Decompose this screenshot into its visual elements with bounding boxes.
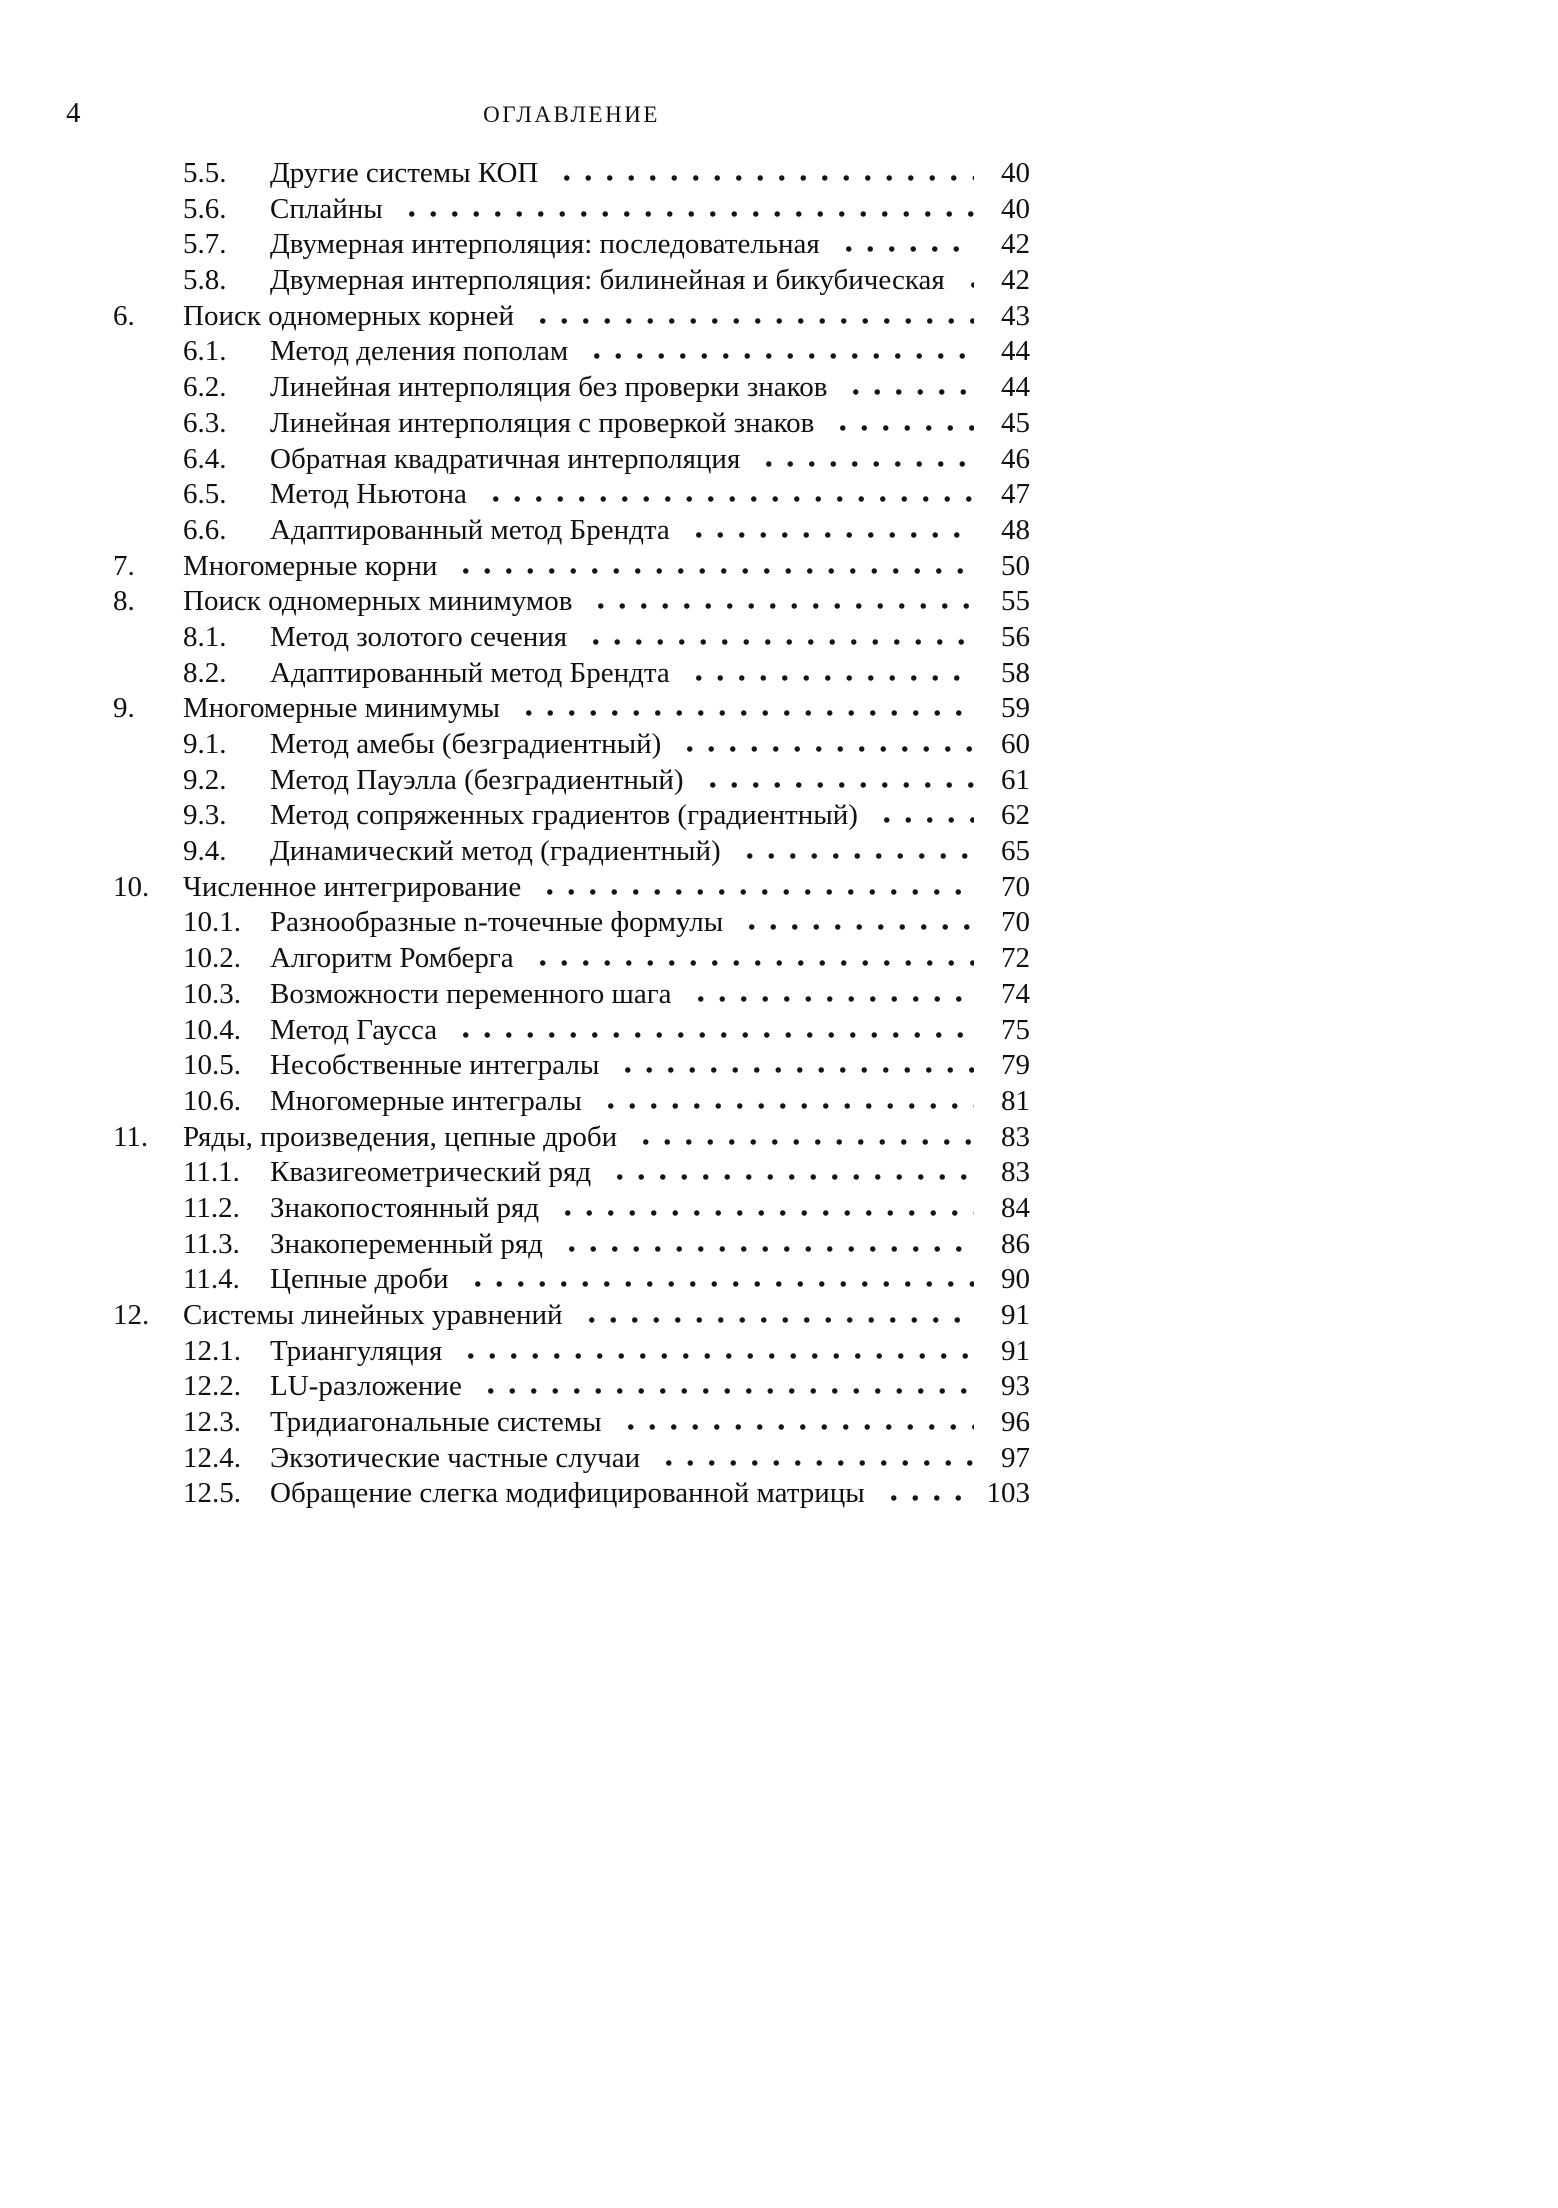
toc-entry-page: 44 (1001, 335, 1030, 368)
toc-list (113, 156, 1030, 1512)
toc-entry-page: 84 (1001, 1191, 1030, 1224)
toc-entry-page: 42 (1001, 228, 1030, 261)
toc-entry-title: Триангуляция (270, 1334, 443, 1367)
toc-entry (113, 1298, 1030, 1334)
toc-entry (113, 1334, 1030, 1370)
toc-entry-page: 48 (1001, 513, 1030, 546)
toc-entry (113, 442, 1030, 478)
toc-entry-number: 9. (113, 692, 135, 725)
dot-leader (579, 638, 974, 646)
toc-entry (113, 263, 1030, 299)
toc-entry-title: Алгоритм Ромберга (270, 942, 514, 975)
toc-entry (113, 620, 1030, 656)
toc-entry-page: 70 (1001, 906, 1030, 939)
dot-leader (733, 852, 974, 860)
toc-entry-number: 10.5. (183, 1049, 241, 1082)
toc-entry (113, 1476, 1030, 1512)
dot-leader (629, 1138, 974, 1146)
toc-entry-title: Другие системы КОП (270, 157, 539, 189)
toc-entry-number: 6. (113, 299, 135, 332)
toc-entry (113, 513, 1030, 549)
dot-leader (877, 1494, 974, 1502)
toc-entry-number: 10.2. (183, 942, 241, 975)
toc-entry-page: 40 (1001, 157, 1030, 189)
toc-entry-title: Поиск одномерных минимумов (183, 585, 573, 618)
dot-leader (652, 1459, 974, 1467)
toc-entry-page: 72 (1001, 942, 1030, 975)
toc-entry-title: Метод Пауэлла (безградиентный) (270, 763, 684, 796)
toc-entry-title: Квазигеометрический ряд (270, 1156, 592, 1189)
toc-entry-number: 12. (113, 1299, 150, 1331)
toc-entry-number: 6.6. (183, 513, 227, 546)
toc-entry-title: Адаптированный метод Брендта (270, 656, 670, 689)
toc-entry (113, 691, 1030, 727)
toc-entry (113, 941, 1030, 977)
toc-entry-page: 43 (1001, 299, 1030, 332)
page-number: 4 (66, 97, 81, 129)
toc-entry-title: Многомерные минимумы (183, 692, 500, 725)
toc-entry-number: 8.2. (183, 656, 227, 689)
dot-leader (614, 1423, 974, 1431)
toc-entry (113, 477, 1030, 513)
toc-entry-title: Адаптированный метод Брендта (270, 513, 670, 546)
toc-entry-number: 9.4. (183, 835, 227, 868)
toc-entry-title: Цепные дроби (270, 1263, 449, 1296)
toc-entry (113, 905, 1030, 941)
toc-entry-page: 40 (1001, 192, 1030, 225)
toc-entry-page: 61 (1001, 763, 1030, 796)
toc-entry (113, 227, 1030, 263)
toc-entry-title: Двумерная интерполяция: билинейная и бикубическая (270, 264, 945, 297)
running-head: ОГЛАВЛЕНИЕ (483, 102, 660, 127)
toc-entry (113, 370, 1030, 406)
toc-entry-page: 79 (1001, 1049, 1030, 1082)
toc-entry-title: Знакопеременный ряд (270, 1227, 543, 1260)
dot-leader (594, 1102, 974, 1110)
dot-leader (575, 1316, 974, 1324)
dot-leader (611, 1066, 974, 1074)
toc-entry-title: Двумерная интерполяция: последовательная (270, 228, 820, 261)
toc-entry-title: Метод сопряженных градиентов (градиентный) (270, 799, 858, 832)
dot-leader (870, 816, 974, 824)
toc-entry-number: 6.2. (183, 371, 227, 404)
toc-entry-page: 75 (1001, 1013, 1030, 1046)
toc-entry-title: Ряды, произведения, цепные дроби (183, 1120, 618, 1153)
toc-entry-page: 60 (1001, 728, 1030, 760)
toc-entry (113, 798, 1030, 834)
toc-entry (113, 1191, 1030, 1227)
dot-leader (682, 674, 974, 682)
toc-entry-number: 6.4. (183, 442, 227, 475)
dot-leader (533, 888, 974, 896)
toc-entry-page: 83 (1001, 1120, 1030, 1153)
toc-entry (113, 727, 1030, 763)
dot-leader (735, 923, 974, 931)
toc-entry-number: 11.1. (183, 1156, 240, 1189)
toc-entry-number: 10. (113, 870, 150, 903)
toc-entry-page: 91 (1001, 1299, 1030, 1331)
toc-entry-number: 6.1. (183, 335, 227, 368)
toc-entry (113, 156, 1030, 192)
toc-entry-page: 91 (1001, 1334, 1030, 1367)
toc-entry-title: Тридиагональные системы (270, 1406, 602, 1439)
toc-entry-number: 9.1. (183, 728, 227, 760)
toc-entry-title: Метод деления пополам (270, 335, 569, 368)
toc-entry-page: 59 (1001, 692, 1030, 725)
toc-entry-title: Метод Ньютона (270, 478, 467, 511)
toc-entry-number: 6.3. (183, 406, 227, 439)
toc-entry-page: 93 (1001, 1370, 1030, 1403)
toc-entry-page: 58 (1001, 656, 1030, 689)
toc-entry-title: Многомерные корни (183, 549, 438, 582)
toc-entry (113, 334, 1030, 370)
toc-entry-title: Обращение слегка модифицированной матрицы (270, 1477, 865, 1510)
toc-entry-number: 11. (113, 1120, 149, 1153)
toc-entry-title: Линейная интерполяция с проверкой знаков (270, 406, 815, 439)
toc-entry-page: 56 (1001, 620, 1030, 653)
toc-entry-page: 74 (1001, 977, 1030, 1010)
dot-leader (526, 317, 974, 325)
dot-leader (479, 495, 974, 503)
toc-entry (113, 656, 1030, 692)
toc-entry-page: 90 (1001, 1263, 1030, 1296)
toc-entry (113, 763, 1030, 799)
toc-entry-number: 10.4. (183, 1013, 241, 1046)
toc-entry-number: 11.2. (183, 1191, 240, 1224)
toc-entry-page: 55 (1001, 585, 1030, 618)
toc-entry-title: Экзотические частные случаи (270, 1441, 641, 1474)
toc-entry-number: 8. (113, 585, 135, 618)
toc-entry-title: Линейная интерполяция без проверки знаков (270, 371, 828, 404)
toc-entry-number: 10.6. (183, 1084, 241, 1117)
toc-entry-title: Метод амебы (безградиентный) (270, 728, 662, 760)
toc-entry-number: 5.6. (183, 192, 227, 225)
toc-entry (113, 549, 1030, 585)
toc-entry-number: 11.4. (183, 1263, 240, 1296)
toc-entry-number: 10.1. (183, 906, 241, 939)
toc-entry-page: 42 (1001, 264, 1030, 297)
toc-entry-page: 70 (1001, 870, 1030, 903)
dot-leader (584, 602, 974, 610)
toc-entry-title: Метод золотого сечения (270, 620, 568, 653)
toc-entry (113, 1227, 1030, 1263)
toc-entry (113, 1013, 1030, 1049)
toc-entry-page: 45 (1001, 406, 1030, 439)
toc-entry-title: Сплайны (270, 192, 383, 225)
toc-entry (113, 1120, 1030, 1156)
toc-entry-number: 12.2. (183, 1370, 241, 1403)
toc-entry-page: 65 (1001, 835, 1030, 868)
toc-entry-title: Возможности переменного шага (270, 977, 672, 1010)
toc-entry-page: 103 (986, 1477, 1030, 1510)
toc-entry-title: LU-разложение (270, 1370, 462, 1403)
toc-entry-title: Поиск одномерных корней (183, 299, 515, 332)
dot-leader (839, 388, 974, 396)
toc-entry-number: 8.1. (183, 620, 227, 653)
dot-leader (826, 424, 974, 432)
dot-leader (395, 210, 974, 218)
dot-leader (752, 460, 974, 468)
toc-entry (113, 1441, 1030, 1477)
toc-entry-number: 5.7. (183, 228, 227, 261)
toc-entry (113, 1369, 1030, 1405)
dot-leader (526, 959, 974, 967)
toc-entry-page: 44 (1001, 371, 1030, 404)
toc-entry (113, 870, 1030, 906)
toc-entry-title: Метод Гаусса (270, 1013, 438, 1046)
toc-entry-title: Динамический метод (градиентный) (270, 835, 721, 868)
dot-leader (449, 1031, 974, 1039)
toc-entry (113, 299, 1030, 335)
dot-leader (684, 995, 974, 1003)
toc-entry-number: 12.5. (183, 1477, 241, 1510)
toc-entry-number: 6.5. (183, 478, 227, 511)
toc-entry-number: 10.3. (183, 977, 241, 1010)
toc-entry-number: 12.3. (183, 1406, 241, 1439)
toc-entry-number: 9.3. (183, 799, 227, 832)
toc-entry-page: 50 (1001, 549, 1030, 582)
toc-entry (113, 406, 1030, 442)
toc-entry (113, 192, 1030, 228)
toc-entry-number: 12.1. (183, 1334, 241, 1367)
dot-leader (512, 709, 974, 717)
dot-leader (555, 1245, 974, 1253)
toc-entry-title: Несобственные интегралы (270, 1049, 600, 1082)
toc-entry-title: Системы линейных уравнений (183, 1299, 563, 1331)
toc-entry (113, 1262, 1030, 1298)
toc-entry-page: 97 (1001, 1441, 1030, 1474)
toc-entry-title: Знакопостоянный ряд (270, 1191, 540, 1224)
dot-leader (957, 281, 974, 289)
toc-entry-number: 7. (113, 549, 135, 582)
dot-leader (682, 531, 974, 539)
dot-leader (454, 1352, 974, 1360)
toc-entry-page: 83 (1001, 1156, 1030, 1189)
toc-entry-number: 11.3. (183, 1227, 240, 1260)
toc-entry-page: 46 (1001, 442, 1030, 475)
toc-entry-page: 62 (1001, 799, 1030, 832)
dot-leader (832, 245, 974, 253)
dot-leader (550, 174, 974, 182)
dot-leader (551, 1209, 974, 1217)
toc-entry-title: Обратная квадратичная интерполяция (270, 442, 741, 475)
toc-entry-page: 86 (1001, 1227, 1030, 1260)
toc-entry-title: Разнообразные n-точечные формулы (270, 906, 724, 939)
dot-leader (580, 352, 974, 360)
dot-leader (696, 781, 974, 789)
toc-entry-number: 5.8. (183, 264, 227, 297)
toc-entry-title: Многомерные интегралы (270, 1084, 582, 1117)
dot-leader (673, 745, 974, 753)
toc-entry (113, 584, 1030, 620)
toc-entry (113, 977, 1030, 1013)
toc-entry-number: 5.5. (183, 157, 227, 189)
toc-entry (113, 1155, 1030, 1191)
toc-entry-page: 96 (1001, 1406, 1030, 1439)
toc-entry (113, 1048, 1030, 1084)
toc-entry-page: 81 (1001, 1084, 1030, 1117)
dot-leader (461, 1280, 975, 1288)
dot-leader (603, 1173, 974, 1181)
toc-entry (113, 1084, 1030, 1120)
dot-leader (449, 567, 974, 575)
toc-entry (113, 834, 1030, 870)
toc-entry-number: 9.2. (183, 763, 227, 796)
toc-entry (113, 1405, 1030, 1441)
toc-entry-title: Численное интегрирование (183, 870, 522, 903)
toc-entry-page: 47 (1001, 478, 1030, 511)
dot-leader (474, 1387, 974, 1395)
toc-entry-number: 12.4. (183, 1441, 241, 1474)
